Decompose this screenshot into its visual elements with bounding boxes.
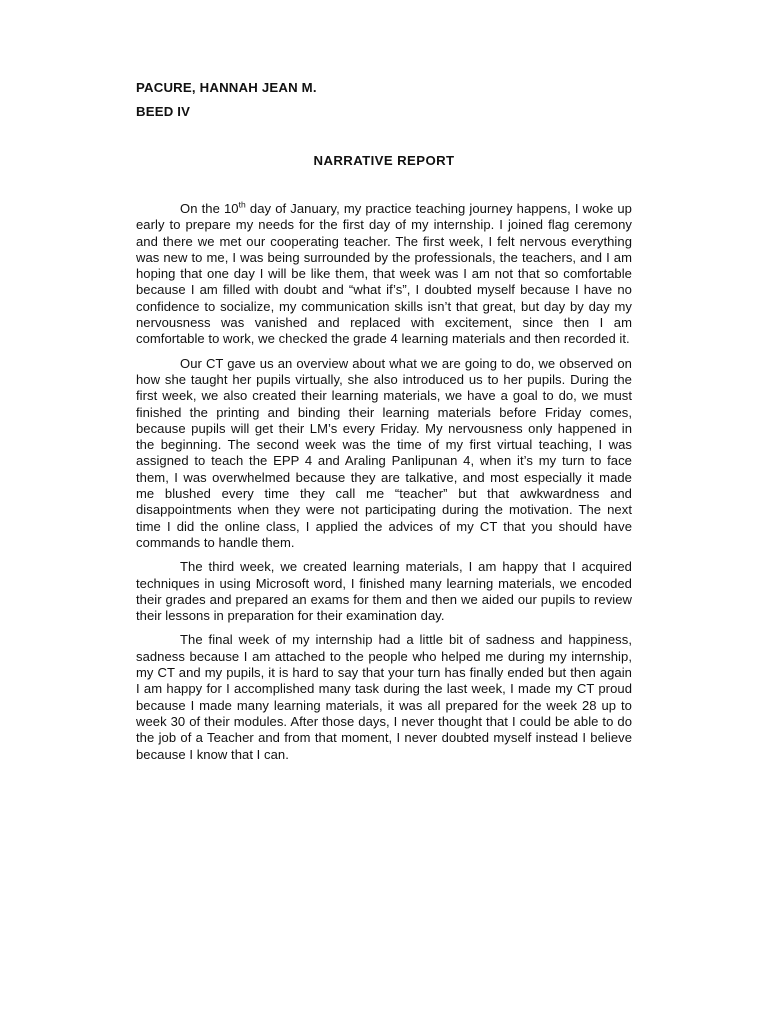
paragraph-3: The third week, we created learning materials, I am happy that I acquired techniques in using Microsoft word, I finished many learning materials, we encoded their grades and prepared an exams for them and then we aided our pupils to review their lessons in preparation for their examination day.: [136, 559, 632, 624]
ordinal-suffix: th: [238, 199, 246, 210]
report-body: [136, 201, 632, 771]
paragraph-4: The final week of my internship had a little bit of sadness and happiness, sadness because I am attached to the people who helped me during my internship, my CT and my pupils, it is hard to say that your turn has finally ended but then again I am happy for I accomplished many task during the last week, I made my CT proud because I made many learning materials, it was all prepared for the week 28 up to week 30 of their modules. After those days, I never thought that I could be able to do the job of a Teacher and from that moment, I never doubted myself instead I believe because I know that I can.: [136, 632, 632, 762]
paragraph-1-rest: day of January, my practice teaching journey happens, I woke up early to prepare my needs for the first day of my internship. I joined flag ceremony and there we met our cooperating teacher. The first week, I felt nervous everything was new to me, I was being surrounded by the professionals, the teachers, and I am hoping that one day I will be like them, that week was I am not that so comfortable because I am filled with doubt and “what if’s”, I doubted myself because I have no confidence to socialize, my communication skills isn’t that great, but day by day my nervousness was vanished and replaced with excitement, since then I am comfortable to work, we checked the grade 4 learning materials and then recorded it.: [136, 201, 632, 347]
course-label: BEED IV: [136, 104, 191, 119]
report-title: NARRATIVE REPORT: [313, 153, 455, 168]
paragraph-1: [136, 201, 632, 348]
paragraph-2: Our CT gave us an overview about what we are going to do, we observed on how she taught her pupils virtually, she also introduced us to her pupils. During the first week, we also created their learning materials, we have a goal to do, we must finished the printing and binding their learning materials before Friday comes, because pupils will get their LM’s every Friday. My nervousness only happened in the beginning. The second week was the time of my first virtual teaching, I was assigned to teach the EPP 4 and Araling Panlipunan 4, when it’s my turn to face them, I was overwhelmed because they are talkative, and most especially it made me blushed every time they call me “teacher” but that awkwardness and disappointments when they were not participating during the motivation. The next time I did the online class, I applied the advices of my CT that you should have commands to handle them.: [136, 355, 632, 550]
paragraph-1-prefix: On the 10: [180, 201, 239, 216]
author-name: PACURE, HANNAH JEAN M.: [136, 80, 317, 95]
